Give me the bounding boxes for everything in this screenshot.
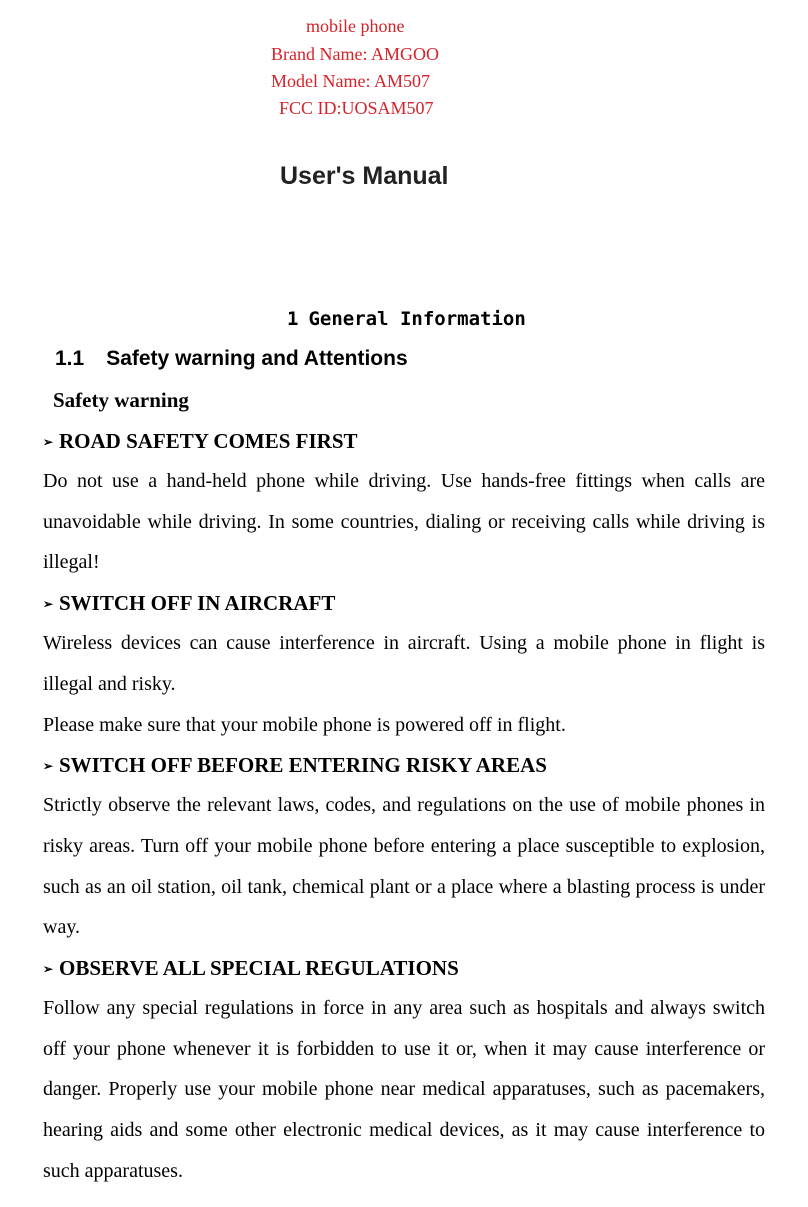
item-heading (43, 948, 765, 988)
section-heading (55, 347, 408, 371)
chapter-number: 1 (287, 308, 299, 330)
arrow-bullet-icon: ➢ (43, 597, 54, 612)
header-fcc-id: FCC ID:UOSAM507 (279, 98, 434, 118)
chapter-heading (287, 308, 526, 330)
item-heading (43, 583, 765, 623)
item-heading (43, 421, 765, 461)
page-title: User's Manual (280, 162, 449, 190)
item-heading-text: SWITCH OFF IN AIRCRAFT (59, 591, 336, 616)
item-paragraph: Strictly observe the relevant laws, codes, and regulations on the use of mobile phones in risky areas. Turn off your mobile phone before entering a place susceptible to explosion, such as an oil station, oil tank, chemical plant or a place where a blasting process is under way. (43, 794, 765, 939)
section-number: 1.1 (55, 347, 85, 370)
item-heading (43, 745, 765, 785)
item-paragraph: Please make sure that your mobile phone is powered off in flight. (43, 713, 566, 736)
item-heading-text: OBSERVE ALL SPECIAL REGULATIONS (59, 956, 459, 981)
item-paragraph: Do not use a hand-held phone while driving. Use hands-free fittings when calls are unavoidable while driving. In some countries, dialing or receiving calls while driving is illegal! (43, 470, 765, 574)
item-paragraph: Wireless devices can cause interference in aircraft. Using a mobile phone in flight is illegal and risky. (43, 632, 765, 695)
subheading: Safety warning (53, 388, 189, 412)
arrow-bullet-icon: ➢ (43, 962, 54, 977)
safety-list (43, 421, 765, 1192)
item-heading-text: ROAD SAFETY COMES FIRST (59, 429, 358, 453)
item-paragraph: Follow any special regulations in force in any area such as hospitals and always switch off your phone whenever it is forbidden to use it or, when it may cause interference or danger. Properly use your mobile phone near medical apparatuses, such as pacemakers, hearing aids and some other electronic medical devices, as it may cause interference to such apparatuses. (43, 997, 765, 1182)
arrow-bullet-icon: ➢ (43, 759, 54, 774)
header-model: Model Name: AM507 (271, 71, 430, 91)
item-heading-text: SWITCH OFF BEFORE ENTERING RISKY AREAS (59, 753, 547, 778)
section-title: Safety warning and Attentions (106, 347, 408, 370)
arrow-bullet-icon: ➢ (43, 435, 54, 449)
header-product: mobile phone (306, 16, 405, 36)
header-brand: Brand Name: AMGOO (271, 44, 439, 64)
chapter-title: General Information (308, 308, 526, 330)
